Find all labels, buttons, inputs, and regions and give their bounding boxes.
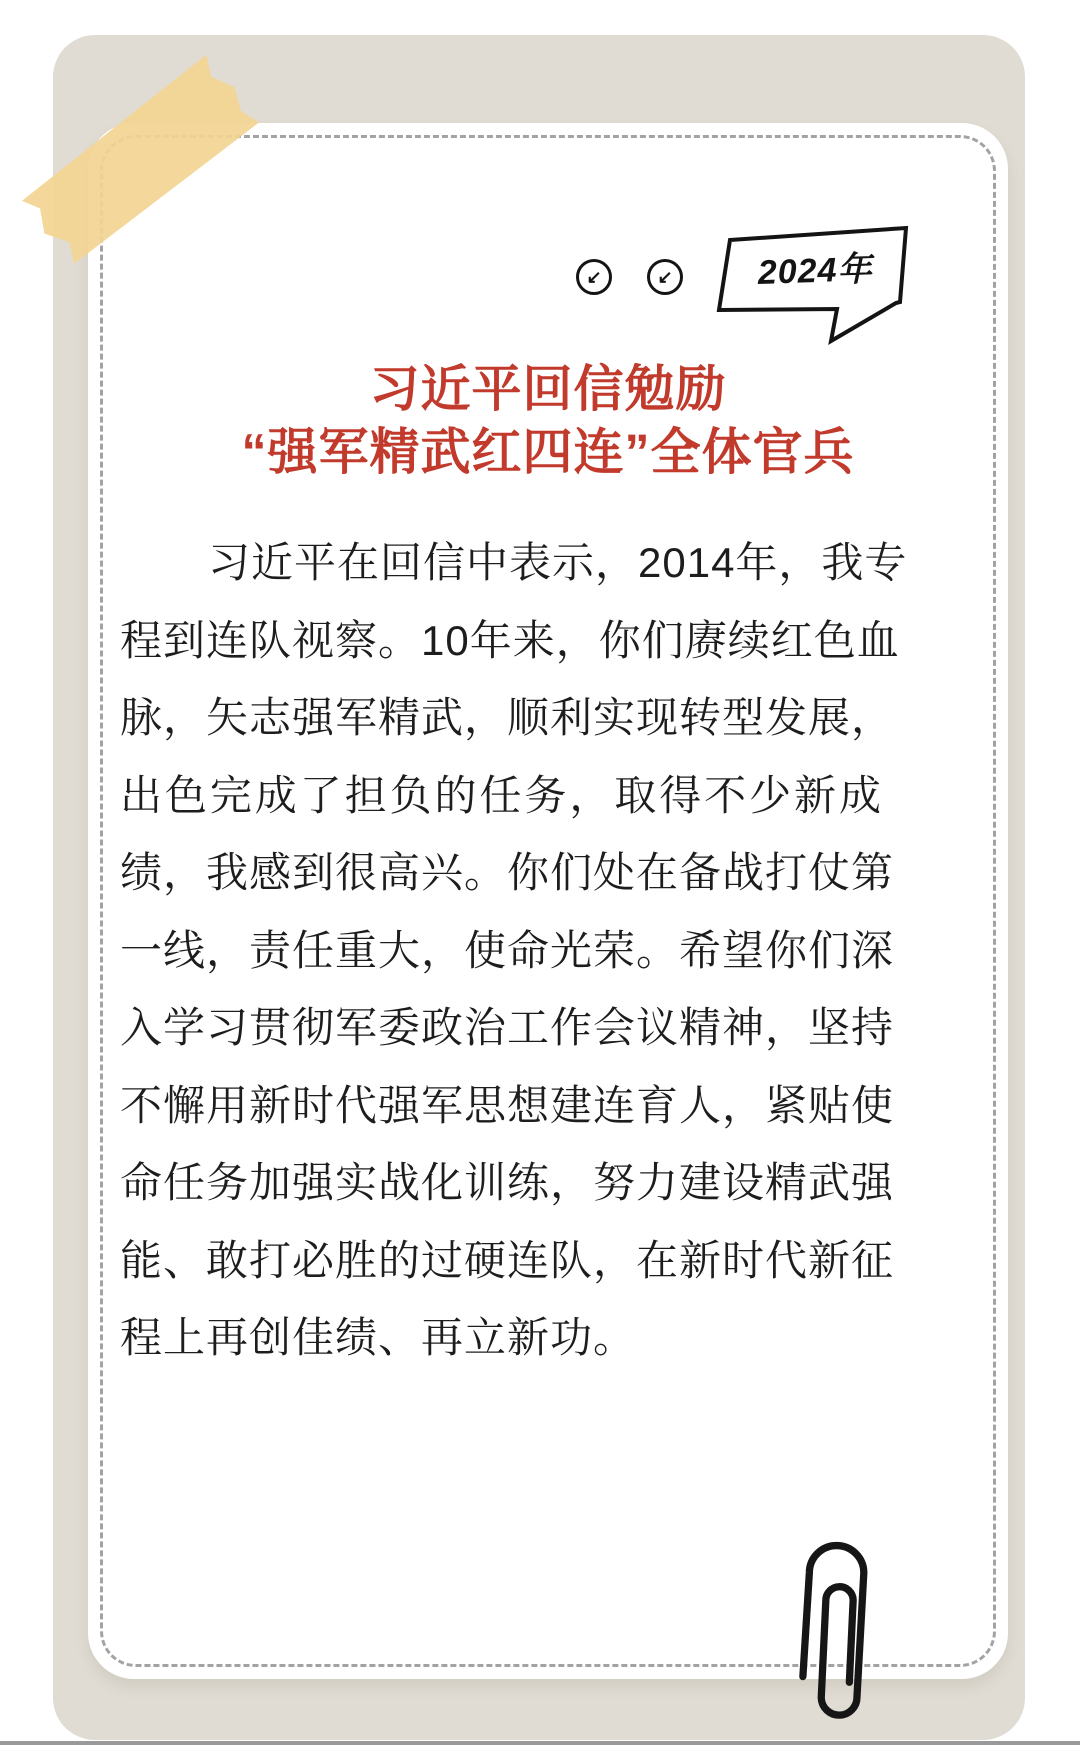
title-line-1: 习近平回信勉励	[369, 361, 727, 417]
arrow-down-left-icon	[576, 259, 612, 295]
arrow-glyph: ↙	[586, 267, 602, 287]
body-line: 出色完成了担负的任务，取得不少新成	[120, 771, 882, 819]
arrow-down-left-icon	[647, 259, 683, 295]
body-line: 入学习贯彻军委政治工作会议精神，坚持	[120, 1004, 895, 1051]
body-line: 命任务加强实战化训练，努力建设精武强	[120, 1159, 895, 1206]
body-line: 习近平在回信中表示，2014年，我专	[208, 539, 908, 586]
body-line: 能、敢打必胜的过硬连队，在新时代新征	[120, 1236, 895, 1284]
title-line-2: “强军精武红四连”全体官兵	[241, 424, 855, 480]
bottom-divider	[0, 1741, 1080, 1745]
year-label: 2024年	[757, 249, 874, 292]
body-line: 脉，矢志强军精武，顺利实现转型发展，	[120, 694, 895, 741]
body-line: 程上再创佳绩、再立新功。	[120, 1314, 637, 1361]
body-line: 绩，我感到很高兴。你们处在备战打仗第	[120, 849, 895, 896]
body-line: 程到连队视察。10年来，你们赓续红色血	[120, 616, 900, 664]
year-speech-bubble	[712, 220, 912, 348]
body-line: 一线，责任重大，使命光荣。希望你们深	[120, 926, 895, 974]
article-title	[88, 358, 1008, 484]
letter-body	[120, 524, 908, 1377]
body-line: 不懈用新时代强军思想建连育人，紧贴使	[120, 1081, 895, 1129]
arrow-glyph: ↙	[657, 267, 673, 287]
